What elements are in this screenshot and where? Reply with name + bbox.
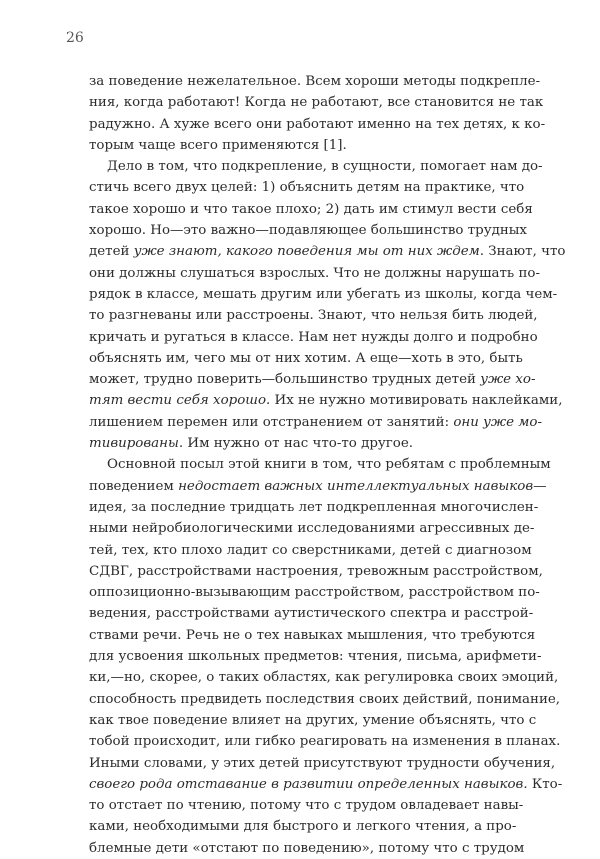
- text-line: [89, 284, 558, 305]
- text-segment: то разгневаны или расстроены. Знают, что нельзя бить людей,: [89, 308, 538, 324]
- text-segment: кричать и ругаться в классе. Нам нет нужды долго и подробно: [89, 329, 538, 345]
- text-line: [89, 156, 543, 177]
- text-segment: СДВГ, расстройствами настроения, тревожным расстройством,: [89, 563, 543, 579]
- text-line: [89, 135, 502, 156]
- text-line: [89, 220, 527, 241]
- text-segment: для усвоения школьных предметов: чтения, письма, арифмети-: [89, 649, 542, 665]
- page-number: 26: [66, 30, 84, 46]
- text-segment: ки,—но, скорее, о таких областях, как регулировка своих эмоций,: [89, 670, 559, 686]
- text-line: [89, 795, 524, 816]
- text-segment: Дело в том, что подкрепление, в сущности, помогает нам до-: [107, 159, 543, 175]
- text-line: [89, 92, 544, 113]
- text-line: [89, 774, 563, 795]
- text-line: [89, 540, 532, 561]
- text-segment: как твое поведение влияет на других, умение объяснять, что с: [89, 712, 537, 728]
- text-segment: детей: [89, 244, 134, 260]
- text-segment: тей, тех, кто плохо ладит со сверстниками, детей с диагнозом: [89, 542, 532, 558]
- text-segment: . Знают, что: [479, 244, 566, 260]
- text-segment: рядок в классе, мешать другим или убегать из школы, когда чем-: [89, 286, 558, 302]
- text-segment: тобой происходит, или гибко реагировать на изменения в планах.: [89, 734, 561, 750]
- text-line: [89, 518, 535, 539]
- text-line: [89, 199, 533, 220]
- text-line: [89, 390, 563, 411]
- text-line: [89, 348, 523, 369]
- text-segment: ния, когда работают! Когда не работают, все становится не так: [89, 95, 544, 111]
- text-segment: способность предвидеть последствия своих действий, понимание,: [89, 691, 561, 707]
- text-line: [89, 838, 525, 859]
- text-segment: идея, за последние тридцать лет подкрепленная многочислен-: [89, 499, 539, 515]
- text-segment: объяснять им, чего мы от них хотим. А еще—хоть в это, быть: [89, 350, 523, 366]
- text-line: [89, 327, 538, 348]
- text-line: [89, 241, 566, 262]
- text-segment: лишением перемен или отстранением от занятий:: [89, 414, 454, 430]
- text-line: [89, 816, 517, 837]
- text-line: [89, 412, 542, 433]
- text-line: [89, 177, 525, 198]
- text-segment: . Им нужно от нас что-то другое.: [178, 436, 414, 452]
- text-segment: оппозиционно-вызывающим расстройством, расстройством по-: [89, 585, 540, 601]
- text-line: [89, 433, 502, 454]
- text-line: [89, 454, 551, 475]
- text-segment: Иными словами, у этих детей присутствуют трудности обучения,: [89, 755, 556, 771]
- italic-text-segment: своего рода отставание в развитии определенных навыков.: [89, 776, 528, 792]
- text-line: [89, 305, 538, 326]
- text-segment: стичь всего двух целей: 1) объяснить детям на практике, что: [89, 180, 525, 196]
- text-segment: —: [533, 478, 547, 494]
- text-line: [89, 114, 546, 135]
- text-segment: может, трудно поверить—большинство трудных детей: [89, 372, 481, 388]
- text-segment: Основной посыл этой книги в том, что ребятам с проблемным: [107, 457, 551, 473]
- text-segment: ведения, расстройствами аутистического спектра и расстрой-: [89, 606, 534, 622]
- italic-text-segment: тивированы: [89, 436, 179, 452]
- text-line: [89, 476, 547, 497]
- text-segment: Кто-: [527, 776, 563, 792]
- text-line: [89, 710, 537, 731]
- text-segment: блемные дети «отстают по поведению», потому что с трудом: [89, 840, 525, 856]
- text-line: [89, 369, 536, 390]
- text-line: [89, 497, 539, 518]
- text-line: [89, 753, 556, 774]
- text-line: [89, 646, 542, 667]
- text-segment: они должны слушаться взрослых. Что не должны нарушать по-: [89, 265, 540, 281]
- text-segment: ными нейробиологическими исследованиями агрессивных де-: [89, 521, 535, 537]
- text-segment: такое хорошо и что такое плохо; 2) дать им стимул вести себя: [89, 201, 533, 217]
- text-line: [89, 263, 540, 284]
- italic-text-segment: недостает важных интеллектуальных навыков: [178, 478, 534, 494]
- text-segment: Их не нужно мотивировать наклейками,: [270, 393, 563, 409]
- text-segment: торым чаще всего применяются [1].: [89, 137, 347, 153]
- text-line: [89, 561, 543, 582]
- italic-text-segment: уже знают, какого поведения мы от них ждем: [133, 244, 480, 260]
- text-line: [89, 603, 534, 624]
- text-line: [89, 731, 561, 752]
- text-segment: ствами речи. Речь не о тех навыках мышления, что требуются: [89, 627, 536, 643]
- text-line: [89, 625, 536, 646]
- text-line: [89, 71, 541, 92]
- text-segment: за поведение нежелательное. Всем хороши методы подкрепле-: [89, 74, 541, 89]
- body-text: [89, 71, 566, 859]
- text-line: [89, 667, 559, 688]
- text-segment: то отстает по чтению, потому что с трудом овладевает навы-: [89, 798, 524, 814]
- text-segment: хорошо. Но—это важно—подавляющее большинство трудных: [89, 223, 527, 239]
- italic-text-segment: уже хо-: [480, 372, 536, 388]
- italic-text-segment: они уже мо-: [453, 414, 542, 430]
- text-segment: поведением: [89, 478, 179, 494]
- text-line: [89, 689, 561, 710]
- italic-text-segment: тят вести себя хорошо.: [89, 393, 271, 409]
- text-segment: ками, необходимыми для быстрого и легкого чтения, а про-: [89, 819, 517, 835]
- text-line: [89, 582, 540, 603]
- text-segment: радужно. А хуже всего они работают именно на тех детях, к ко-: [89, 116, 546, 132]
